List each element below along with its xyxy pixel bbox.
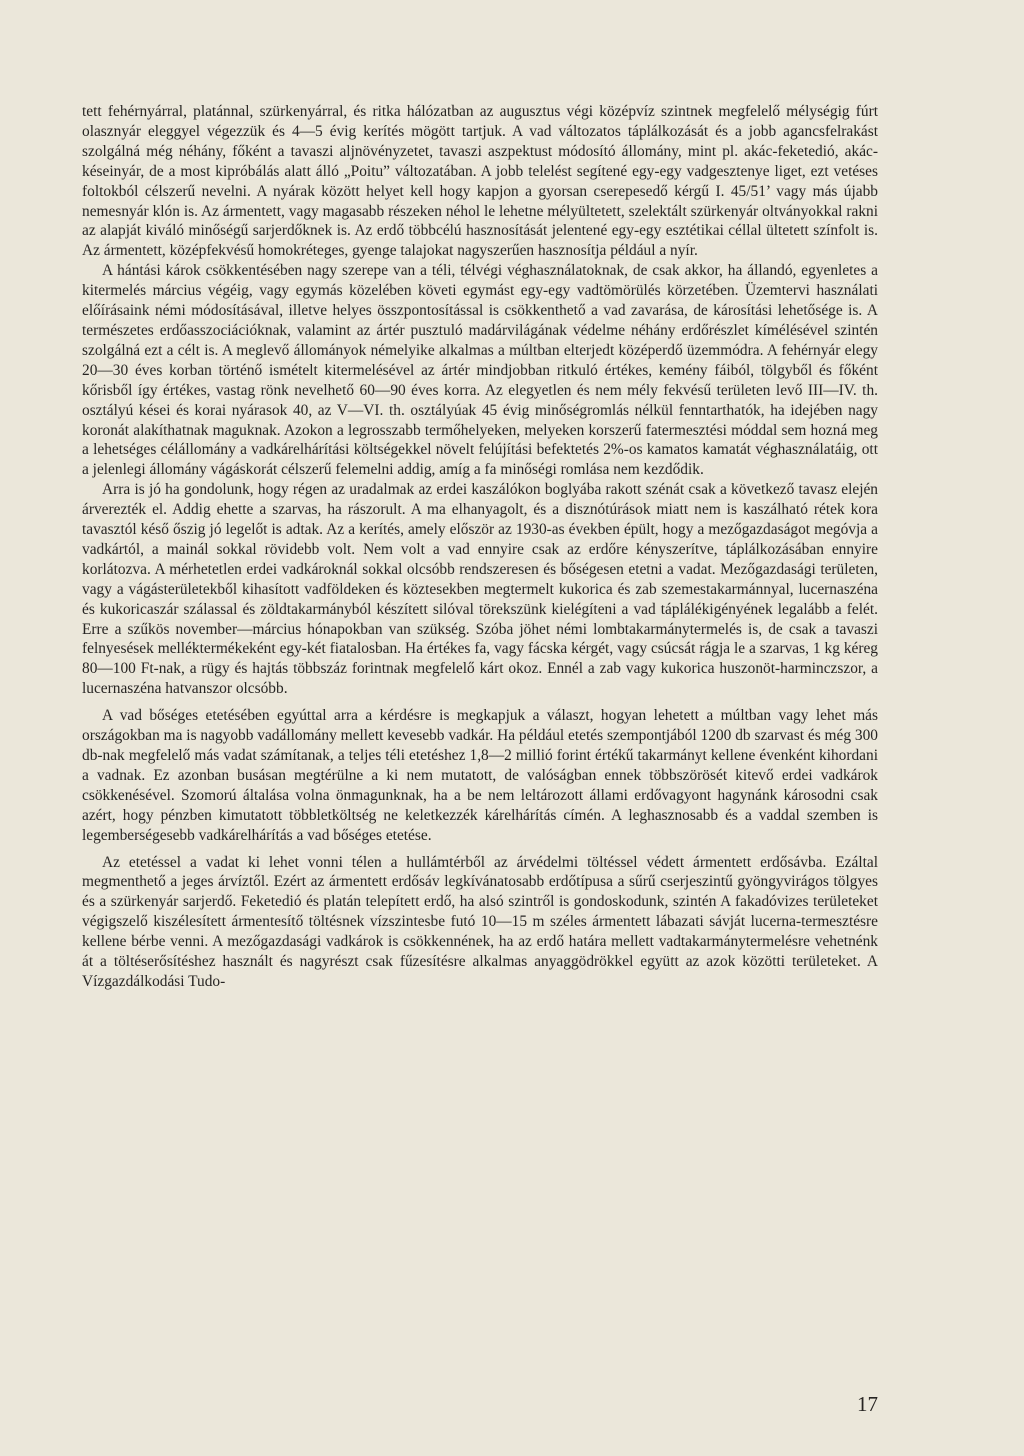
body-text <box>82 102 878 992</box>
paragraph-5: Az etetéssel a vadat ki lehet vonni télen a hullámtérből az árvédelmi töltéssel védett ármentett erdősávba. Ezáltal megmenthető a jeges árvíztől. Ezért az ármentett erdősáv legkívánatosabb erdőtípusa a sűrű cserjeszintű gyöngyvirágos tölgyes és a szürkenyár sarjerdő. Feketedió és platán telepített erdő, ha alsó szintről is gondoskodunk, szintén A fakadóvizes területeket végigszelő kiszélesített ármentesítő töltésnek vízszintesbe futó 10—15 m széles ármentett lábazati sávját lucerna-termesztésre kellene bérbe venni. A mezőgazdasági vadkárok is csökkennének, ha az erdő határa mellett vadtakarmánytermelésre vehetnénk át a töltéserősítéshez használt és nagyrészt csak fűzesítésre alkalmas anyaggödrökkel együtt az azok közötti területeket. A Vízgazdálkodási Tudo- <box>82 853 878 990</box>
page-number: 17 <box>857 1392 878 1416</box>
paragraph-2: A hántási károk csökkentésében nagy szerepe van a téli, télvégi véghasználatoknak, de csak akkor, ha állandó, egyenletes a kitermelés március végéig, vagy egymás közelében követi egymást egy-egy vadtömörülés körzetében. Üzemtervi használati előírásaink némi módosításával, illetve helyes összpontosítással is csökkenthető a vad zavarása, de károsítási lehetősége is. A természetes erdőasszociációknak, valamint az ártér pusztuló madárvilágának védelme néhány erdőrészlet kímélésével szintén szolgálná ezt a célt is. A meglevő állományok némelyike alkalmas a múltban elterjedt középerdő üzemmódra. A fehérnyár elegy 20—30 éves korban történő ismételt kitermelésével az ártér mindjobban ritkuló értékes, kemény fáiból, tölgyből és főként kőrisből így értékes, vastag rönk nevelhető 60—90 éves korra. Az elegyetlen és nem mély fekvésű területen levő III—IV. th. osztályú kései és korai nyárasok 40, az V—VI. th. osztályúak 45 évig minőségromlás nélkül fenntarthatók, ha idejében nagy koronát alakíthatnak maguknak. Azokon a legrosszabb termőhelyeken, melyeken korszerű fatermesztési móddal sem hozná meg a lehetséges célállomány a vadkárelhárítási költségekkel növelt felújítási befektetés 2%-os kamatos kamatát véghasználatáig, ott a jelenlegi állomány vágáskorát célszerű felemelni addig, amíg a fa minőségi romlása nem kezdődik. <box>82 262 878 479</box>
paragraph-4: A vad bőséges etetésében egyúttal arra a kérdésre is megkapjuk a választ, hogyan lehetett a múltban vagy lehet más országokban ma is nagyobb vadállomány mellett kevesebb vadkár. Ha például etetés szempontjából 1200 db szarvast és még 300 db-nak megfelelő más vadat számítanak, a teljes téli etetéshez 1,8—2 millió forint értékű takarmányt kellene évenként kihordani a vadnak. Ez azonban busásan megtérülne a ki nem mutatott, de valóságban ennek többszörösét kitevő erdei vadkárok csökkenésével. Szomorú általása volna önmagunknak, ha a be nem leltározott állami erdővagyont hagynánk károsodni csak azért, hogy pénzben kimutatott többletköltség ne keletkezzék kárelhárítás címén. A leghasznosabb és a vaddal szemben is legemberségesebb vadkárelhárítás a vad bőséges etetése. <box>82 707 878 844</box>
paragraph-1: tett fehérnyárral, platánnal, szürkenyárral, és ritka hálózatban az augusztus végi középvíz szintnek megfelelő mélységig fúrt olasznyár eleggyel végezzük és 4—5 évig kerítés mögött tartjuk. A vad változatos táplálkozását és a jobb agancsfelrakást szolgálná még néhány, főként a tavaszi aljnövényzetet, tavaszi aszpektust módosító állomány, mint pl. akác-feketedió, akác-késeinyár, de a most kipróbálás alatt álló „Poitu” változatában. A jobb telelést segítené egy-egy vadgesztenye liget, ezt vetéses foltokból célszerű nevelni. A nyárak között helyet kell hogy kapjon a gyorsan cserepesedő kérgű I. 45/51’ vagy más újabb nemesnyár klón is. Az ármentett, vagy magasabb részeken néhol le lehetne mélyültetett, szelektált szürkenyár oltványokkal rakni az alapját kiváló minőségű sarjerdőknek is. Az erdő többcélú hasznosítását jelentené egy-egy esztétikai céllal ültetett színfolt is. Az ármentett, középfekvésű homokréteges, gyenge talajokat nagyszerűen hasznosítja például a nyír. <box>82 103 878 260</box>
paragraph-3: Arra is jó ha gondolunk, hogy régen az uradalmak az erdei kaszálókon boglyába rakott szénát csak a következő tavasz elején árverezték el. Addig ehette a szarvas, ha rászorult. A ma elhanyagolt, és a disznótúrások miatt nem is kaszálható rétek kora tavasztól késő őszig jó legelőt is adtak. Az a kerítés, amely először az 1930-as években épült, hogy a mezőgazdaságot megóvja a vadkártól, a mainál sokkal rövidebb volt. Nem volt a vad ennyire csak az erdőre kényszerítve, táplálkozásában ennyire korlátozva. A mérhetetlen erdei vadkároknál sokkal olcsóbb rendszeresen és bőségesen etetni a vadat. Mezőgazdasági területen, vagy a vágásterületekből kihasított vadföldeken és köztesekben megtermelt kukorica és zab szemestakarmánnyal, lucernaszéna és kukoricaszár szálassal és zöldtakarmányból készített silóval törekszünk kielégíteni a vad táplálékigényének legalább a felét. Erre a szűkös november—március hónapokban van szükség. Szóba jöhet némi lombtakarmánytermelés is, de csak a tavaszi felnyesések melléktermékeként egy-két fiatalosban. Ha értékes fa, vagy fácska kérgét, vagy csúcsát rágja le a szarvas, 1 kg kéreg 80—100 Ft-nak, a rügy és hajtás többszáz forintnak megfelelő kárt okoz. Ennél a zab vagy kukorica huszonöt-harminczszor, a lucernaszéna hatvanszor olcsóbb. <box>82 481 878 698</box>
